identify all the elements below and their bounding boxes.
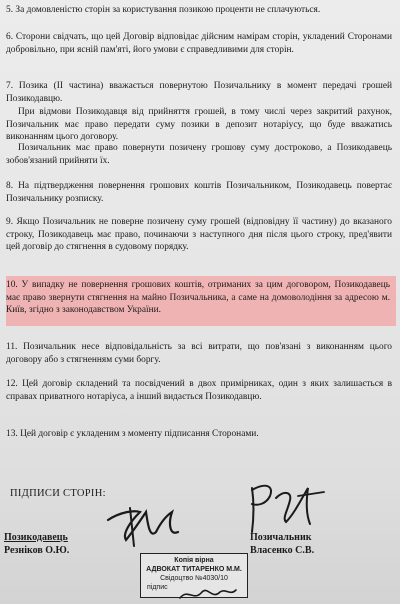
paragraph-13: 13. Цей договір є укладеним з моменту підписання Сторонами. — [6, 429, 259, 439]
lender-role: Позикодавець — [4, 532, 68, 543]
paragraph-11: 11. Позичальник несе відповідальність за всі витрати, що пов'язані з виконанням цього договору або з стягненням суми боргу. — [6, 342, 392, 365]
paragraph-10: 10. У випадку не повернення грошових коштів, отриманих за цим договором, Позикодавець має право звернути стягнення на майно Позичальника, а саме на домоволодіння за адресою м. Київ, згідно з законодавством України. — [6, 280, 390, 316]
lender-signature-block — [4, 532, 69, 557]
borrower-role: Позичальник — [250, 532, 312, 543]
paragraph-12: 12. Цей договір складений та посвідчений в двох примірниках, один з яких залишається в справах приватного нотаріуса, а інший видається Позикодавцю. — [6, 379, 392, 402]
stamp-line-2: АДВОКАТ ТИТАРЕНКО М.М. — [146, 566, 242, 573]
lender-name: Резніков О.Ю. — [4, 544, 70, 556]
paragraph-8: 8. На підтвердження повернення грошових коштів Позичальником, Позикодавець повертає Позичальнику розписку. — [6, 181, 392, 204]
paragraph-5: 5. За домовленістю сторін за користування позикою проценти не сплачуються. — [6, 5, 321, 15]
stamp-line-4: підпис — [147, 584, 168, 591]
paragraph-7-refusal: При відмови Позикодавця від прийняття грошей, в тому числі через закритий рахунок, Позичальник має право передати суму позики в депозит нотаріусу, що буде вважатись виконанням цього договору. — [6, 107, 392, 143]
stamp-signature — [178, 584, 238, 604]
borrower-signature-block — [250, 532, 314, 557]
paragraph-6: 6. Сторони свідчать, що цей Договір відповідає дійсним намірам сторін, укладений Сторонами добровільно, при ясній пам'яті, його умови є справедливими для сторін. — [6, 32, 392, 55]
lender-signature — [100, 482, 190, 552]
signatures-title: ПІДПИСИ СТОРІН: — [10, 488, 106, 499]
borrower-name: Власенко С.В. — [250, 544, 315, 556]
stamp-line-3: Свідоцтво №4030/10 — [160, 575, 228, 582]
borrower-signature — [240, 478, 330, 538]
paragraph-7: 7. Позика (ІІ частина) вважається повернутою Позичальнику в момент передачі грошей Позикодавцю. — [6, 81, 392, 104]
paragraph-7-early-return: Позичальник має право повернути позичену грошову суму достроково, а Позикодавець зобов'язаний прийняти їх. — [6, 143, 392, 166]
stamp-line-1: Копія вірна — [174, 557, 214, 564]
paragraph-9: 9. Якщо Позичальник не поверне позичену суму грошей (відповідну її частину) до вказаного строку, Позикодавець має право, починаючи з наступного дня після цього строку, пред'явити цей договір до стягнення в судовому порядку. — [6, 217, 392, 253]
